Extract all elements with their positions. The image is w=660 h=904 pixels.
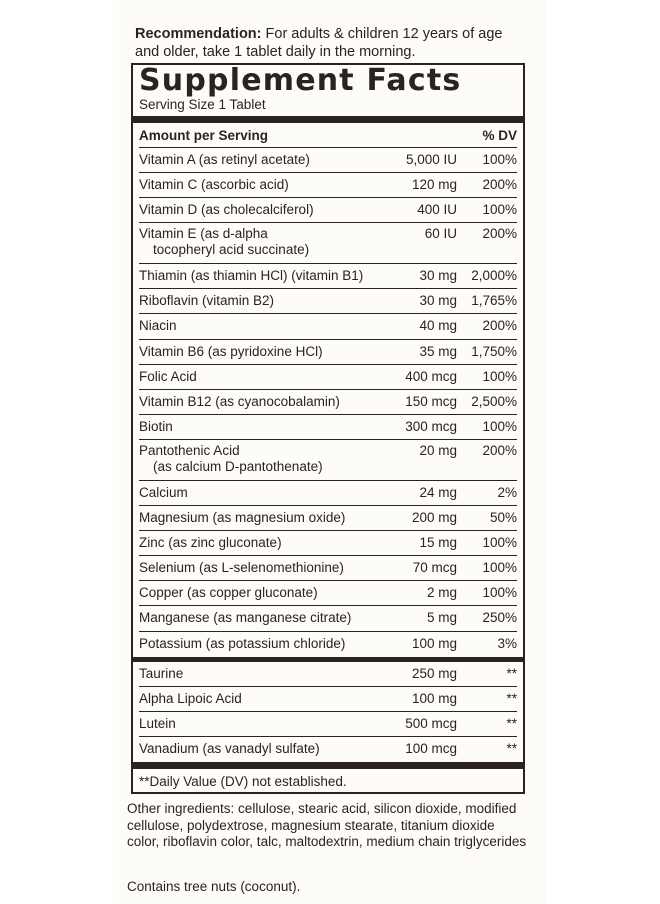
recommendation-label: Recommendation: xyxy=(135,26,262,42)
table-row xyxy=(139,148,517,173)
nutrient-dv: 2% xyxy=(497,484,517,500)
nutrient-name xyxy=(139,560,365,576)
nutrient-name-line: Selenium (as L-selenomethionine) xyxy=(139,560,344,576)
table-row xyxy=(139,365,517,390)
table-row xyxy=(139,662,517,687)
nutrient-name-line: Vitamin A (as retinyl acetate) xyxy=(139,152,310,167)
nutrient-dv: 100% xyxy=(482,202,517,218)
nutrient-amount: 15 mg xyxy=(419,535,457,551)
nutrient-name xyxy=(139,636,365,652)
table-row xyxy=(139,340,517,365)
table-row xyxy=(139,289,517,314)
table-row xyxy=(139,506,517,531)
allergen-statement: Contains tree nuts (coconut). xyxy=(127,879,301,894)
nutrient-name-line: Zinc (as zinc gluconate) xyxy=(139,535,282,551)
nutrient-name xyxy=(139,202,365,218)
nutrient-name-line: Magnesium (as magnesium oxide) xyxy=(139,510,346,526)
nutrient-name xyxy=(139,177,365,193)
nutrient-dv: 50% xyxy=(489,510,517,526)
nutrient-amount: 20 mg xyxy=(419,442,457,458)
thick-divider xyxy=(133,116,523,123)
nutrient-name xyxy=(139,293,365,309)
table-row xyxy=(139,415,517,440)
nutrient-name-line: Taurine xyxy=(139,665,184,681)
nutrient-dv: ** xyxy=(506,740,517,756)
nutrient-amount: 40 mg xyxy=(419,318,457,334)
nutrient-dv: ** xyxy=(506,690,517,706)
header-dv: % DV xyxy=(482,127,517,143)
table-row xyxy=(139,173,517,198)
other-nutrient-rows xyxy=(139,662,517,762)
nutrient-name-line: Niacin xyxy=(139,318,177,334)
table-row xyxy=(139,440,517,481)
nutrient-amount: 60 IU xyxy=(424,226,457,242)
nutrient-name-line: Vitamin E (as d-alpha xyxy=(139,226,268,242)
table-row xyxy=(139,264,517,289)
serving-size: Serving Size 1 Tablet xyxy=(139,97,266,112)
nutrient-name-line: Manganese (as manganese citrate) xyxy=(139,610,352,626)
nutrient-amount: 2 mg xyxy=(426,585,457,601)
nutrient-name-line: Riboflavin (vitamin B2) xyxy=(139,293,275,309)
nutrient-dv: 2,500% xyxy=(471,393,517,409)
nutrient-name xyxy=(139,369,365,385)
nutrient-amount: 5 mg xyxy=(426,610,457,626)
nutrient-name xyxy=(139,226,365,258)
nutrient-name-sub: tocopheryl acid succinate) xyxy=(153,242,310,258)
supplement-facts-panel xyxy=(131,63,525,794)
table-row xyxy=(139,712,517,737)
bottom-divider xyxy=(133,762,523,769)
nutrient-amount: 70 mcg xyxy=(412,560,457,576)
nutrient-name xyxy=(139,268,365,284)
other-ingredients: Other ingredients: cellulose, stearic acid, silicon dioxide, modified cellulose, polydextrose, magnesium stearate, titanium dioxide color, riboflavin color, talc, maltodextrin, medium chain triglycerides xyxy=(127,801,527,850)
nutrient-name-line: Folic Acid xyxy=(139,368,197,384)
nutrient-dv: 200% xyxy=(482,226,517,242)
table-row xyxy=(139,531,517,556)
nutrient-dv: 100% xyxy=(482,560,517,576)
nutrient-dv: 200% xyxy=(482,318,517,334)
header-amount: Amount per Serving xyxy=(139,127,269,143)
recommendation-text: For adults & children 12 years of age and older, take 1 tablet daily in the morning. xyxy=(135,26,503,60)
nutrient-amount: 24 mg xyxy=(419,484,457,500)
nutrient-name xyxy=(139,691,365,707)
nutrient-dv: 2,000% xyxy=(471,268,517,284)
nutrient-name xyxy=(139,510,365,526)
nutrient-dv: 100% xyxy=(482,368,517,384)
nutrient-name-line: Thiamin (as thiamin HCl) (vitamin B1) xyxy=(139,268,364,284)
nutrient-dv: 1,750% xyxy=(471,343,517,359)
nutrient-amount: 120 mg xyxy=(411,177,457,193)
nutrient-name-line: Vanadium (as vanadyl sulfate) xyxy=(139,740,320,756)
nutrient-amount: 30 mg xyxy=(419,268,457,284)
nutrient-name-sub: (as calcium D-pantothenate) xyxy=(153,458,323,474)
nutrient-amount: 150 mcg xyxy=(405,393,457,409)
nutrient-rows xyxy=(139,148,517,657)
nutrient-dv: ** xyxy=(506,665,517,681)
nutrient-amount: 5,000 IU xyxy=(405,152,457,167)
nutrient-amount: 200 mg xyxy=(411,510,457,526)
table-header xyxy=(139,123,517,148)
nutrient-name xyxy=(139,535,365,551)
nutrient-name xyxy=(139,419,365,435)
nutrient-name xyxy=(139,585,365,601)
nutrient-name-line: Alpha Lipoic Acid xyxy=(139,690,242,706)
nutrient-amount: 100 mg xyxy=(411,690,457,706)
nutrient-name xyxy=(139,394,365,410)
nutrient-amount: 400 IU xyxy=(417,202,457,218)
nutrient-name-line: Vitamin B6 (as pyridoxine HCl) xyxy=(139,343,323,359)
nutrient-name xyxy=(139,741,365,757)
nutrient-name-line: Biotin xyxy=(139,418,173,434)
table-row xyxy=(139,687,517,712)
table-row xyxy=(139,390,517,415)
nutrient-dv: 100% xyxy=(482,418,517,434)
recommendation xyxy=(135,25,520,61)
nutrient-dv: 100% xyxy=(482,152,517,167)
nutrient-name xyxy=(139,318,365,334)
nutrient-dv: 250% xyxy=(482,610,517,626)
nutrient-name xyxy=(139,716,365,732)
nutrient-name xyxy=(139,443,365,475)
table-row xyxy=(139,314,517,339)
nutrient-amount: 250 mg xyxy=(411,665,457,681)
table-row xyxy=(139,581,517,606)
nutrient-dv: 100% xyxy=(482,535,517,551)
nutrient-name xyxy=(139,485,365,501)
nutrient-dv: 200% xyxy=(482,442,517,458)
nutrient-name-line: Pantothenic Acid xyxy=(139,442,240,458)
table-row xyxy=(139,481,517,506)
panel-title: Supplement Facts xyxy=(139,63,462,98)
nutrient-amount: 500 mcg xyxy=(405,715,457,731)
table-row xyxy=(139,556,517,581)
table-row xyxy=(139,198,517,223)
nutrient-amount: 300 mcg xyxy=(405,418,457,434)
nutrient-name-line: Copper (as copper gluconate) xyxy=(139,585,318,601)
nutrient-amount: 30 mg xyxy=(419,293,457,309)
footnote: **Daily Value (DV) not established. xyxy=(139,773,347,789)
nutrient-name xyxy=(139,610,365,626)
table-row xyxy=(139,737,517,762)
table-row xyxy=(139,606,517,631)
nutrient-amount: 100 mcg xyxy=(405,740,457,756)
nutrient-name-line: Potassium (as potassium chloride) xyxy=(139,635,346,651)
nutrient-dv: 100% xyxy=(482,585,517,601)
nutrient-name xyxy=(139,344,365,360)
table-row xyxy=(139,632,517,657)
nutrient-name-line: Calcium xyxy=(139,484,188,500)
nutrient-name-line: Lutein xyxy=(139,715,176,731)
nutrient-name xyxy=(139,152,365,168)
nutrient-amount: 35 mg xyxy=(419,343,457,359)
nutrient-dv: 200% xyxy=(482,177,517,193)
nutrient-amount: 100 mg xyxy=(411,635,457,651)
nutrient-dv: ** xyxy=(506,715,517,731)
nutrient-amount: 400 mcg xyxy=(405,368,457,384)
nutrient-name-line: Vitamin B12 (as cyanocobalamin) xyxy=(139,393,340,409)
table-row xyxy=(139,223,517,264)
nutrient-name xyxy=(139,666,365,682)
nutrient-dv: 3% xyxy=(497,635,517,651)
nutrient-name-line: Vitamin D (as cholecalciferol) xyxy=(139,202,314,218)
nutrient-dv: 1,765% xyxy=(471,293,517,309)
nutrient-name-line: Vitamin C (ascorbic acid) xyxy=(139,177,289,193)
